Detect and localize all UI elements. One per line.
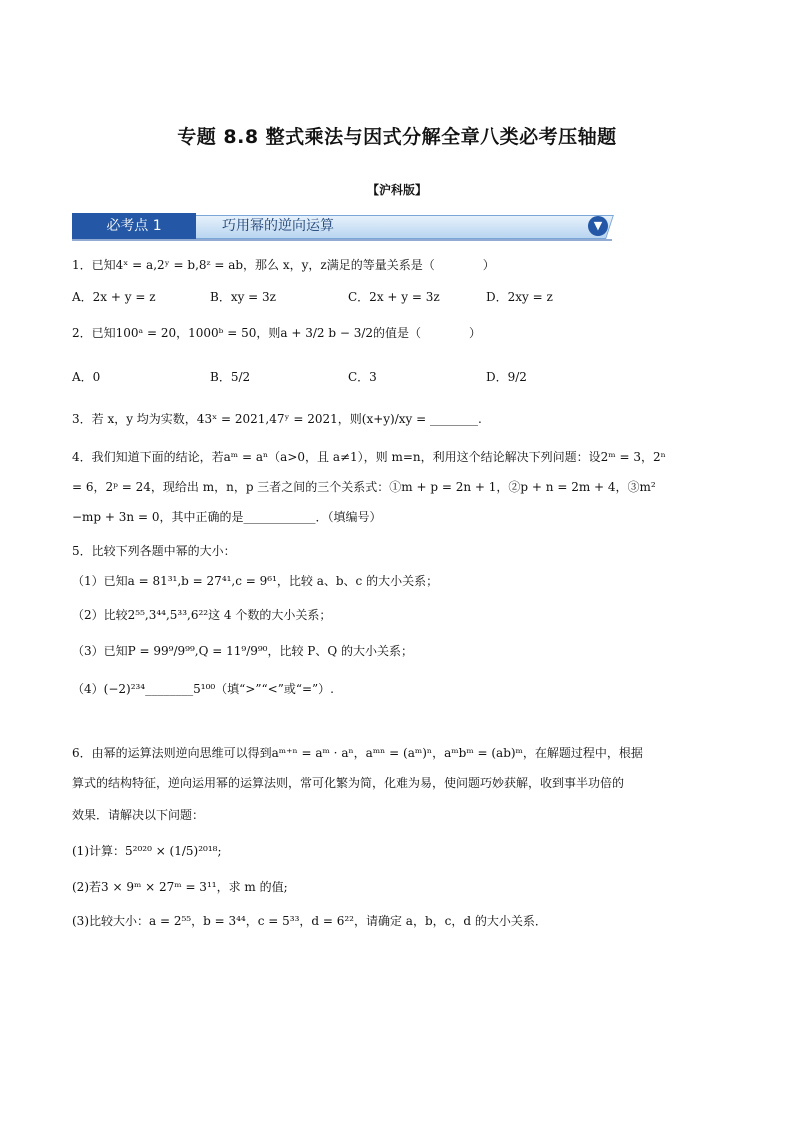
- question-4-line-2: = 6，2ᵖ = 24，现给出 m，n，p 三者之间的三个关系式：①m + p = 2n + 1，②p + n = 2m + 4，③m²: [72, 480, 656, 494]
- question-6-line-3: 效果．请解决以下问题：: [72, 808, 205, 822]
- q2-option-d: D．9/2: [486, 370, 527, 384]
- chevron-down-icon[interactable]: ▼: [588, 216, 608, 236]
- q1-option-c: C．2x + y = 3z: [348, 290, 440, 304]
- banner-tag: 必考点 1: [72, 213, 196, 239]
- edition-label: 【沪科版】: [366, 183, 427, 197]
- question-5-part-3: （3）已知P = 99⁹/9⁹⁹,Q = 11⁹/9⁹⁰，比较 P、Q 的大小关系；: [72, 644, 414, 658]
- q1-option-d: D．2xy = z: [486, 290, 553, 304]
- banner-label: 巧用幂的逆向运算: [222, 218, 334, 234]
- q1-option-a: A．2x + y = z: [72, 290, 156, 304]
- section-banner: [72, 213, 612, 239]
- question-3: 3．若 x，y 均为实数，43ˣ = 2021,47ʸ = 2021，则(x+y)/xy = ________.: [72, 412, 482, 426]
- page-title: 专题 8.8 整式乘法与因式分解全章八类必考压轴题: [177, 126, 617, 148]
- question-6-part-1: (1)计算：5²⁰²⁰ × (1/5)²⁰¹⁸;: [72, 844, 222, 858]
- question-2: 2．已知100ᵃ = 20，1000ᵇ = 50，则a + 3/2 b − 3/2的值是（ ）: [72, 326, 482, 340]
- question-4-line-3: −mp + 3n = 0，其中正确的是____________．（填编号）: [72, 510, 382, 524]
- question-5-part-1: （1）已知a = 81³¹,b = 27⁴¹,c = 9⁶¹，比较 a、b、c 的大小关系；: [72, 574, 439, 588]
- question-5-part-2: （2）比较2⁵⁵,3⁴⁴,5³³,6²²这 4 个数的大小关系；: [72, 608, 332, 622]
- question-6-line-2: 算式的结构特征，逆向运用幂的运算法则，常可化繁为简，化难为易，使问题巧妙获解，收到事半功倍的: [72, 776, 625, 790]
- question-6-line-1: 6．由幂的运算法则逆向思维可以得到aᵐ⁺ⁿ = aᵐ · aⁿ，aᵐⁿ = (aᵐ)ⁿ，aᵐbᵐ = (ab)ᵐ，在解题过程中，根据: [72, 746, 643, 760]
- question-1: 1．已知4ˣ = a,2ʸ = b,8ᶻ = ab，那么 x，y，z满足的等量关系是（ ）: [72, 258, 495, 272]
- question-5-head: 5．比较下列各题中幂的大小：: [72, 544, 236, 558]
- q1-option-b: B．xy = 3z: [210, 290, 277, 304]
- q2-option-c: C．3: [348, 370, 377, 384]
- question-6-part-3: (3)比较大小：a = 2⁵⁵，b = 3⁴⁴，c = 5³³，d = 6²²，请确定 a，b，c，d 的大小关系．: [72, 914, 547, 928]
- q2-option-b: B．5/2: [210, 370, 251, 384]
- question-6-part-2: (2)若3 × 9ᵐ × 27ᵐ = 3¹¹，求 m 的值;: [72, 880, 288, 894]
- question-5-part-4: （4）(−2)²³⁴________5¹⁰⁰（填“>”“<”或“=”）.: [72, 682, 334, 696]
- question-4-line-1: 4．我们知道下面的结论，若aᵐ = aⁿ（a>0，且 a≠1），则 m=n，利用这个结论解决下列问题：设2ᵐ = 3，2ⁿ: [72, 450, 666, 464]
- banner-underline: [72, 239, 612, 241]
- q2-option-a: A．0: [72, 370, 101, 384]
